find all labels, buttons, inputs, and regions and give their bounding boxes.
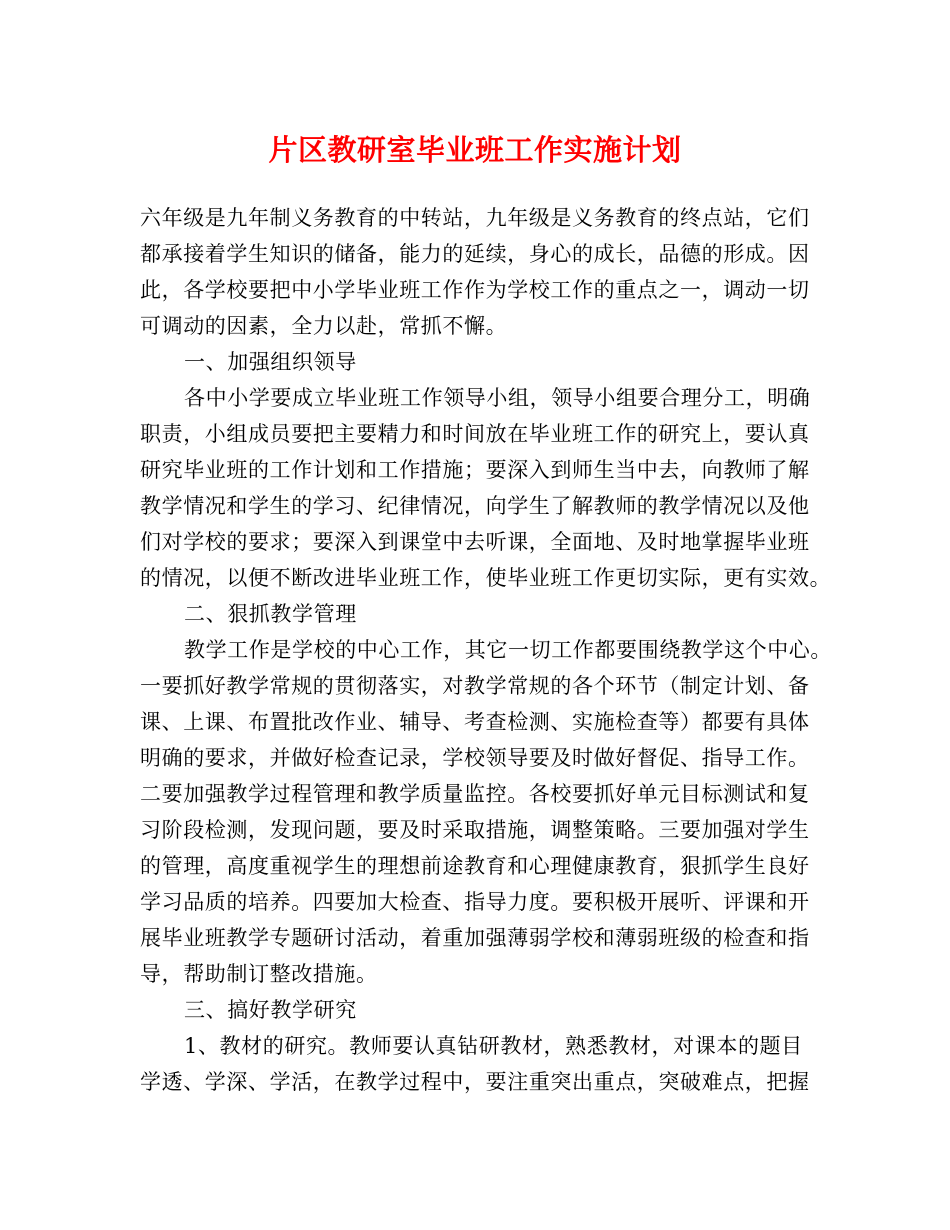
paragraph-line: 的管理，高度重视学生的理想前途教育和心理健康教育，狠抓学生良好 [140, 854, 810, 878]
paragraph-line: 一要抓好教学常规的贯彻落实，对教学常规的各个环节（制定计划、备 [140, 674, 810, 698]
paragraph-line: 可调动的因素，全力以赴，常抓不懈。 [140, 314, 508, 338]
paragraph-line: 的情况，以便不断改进毕业班工作，使毕业班工作更切实际，更有实效。 [140, 566, 832, 590]
paragraph-line: 六年级是九年制义务教育的中转站，九年级是义务教育的终点站，它们 [140, 206, 810, 230]
paragraph-line: 习阶段检测，发现问题，要及时采取措施，调整策略。三要加强对学生 [140, 818, 810, 842]
paragraph-line: 1、教材的研究。教师要认真钻研教材，熟悉教材，对课本的题目 [184, 1034, 803, 1058]
paragraph-line: 展毕业班教学专题研讨活动，着重加强薄弱学校和薄弱班级的检查和指 [140, 926, 810, 950]
document-title: 片区教研室毕业班工作实施计划 [268, 133, 682, 167]
paragraph-line: 学习品质的培养。四要加大检查、指导力度。要积极开展听、评课和开 [140, 890, 810, 914]
paragraph-line: 各中小学要成立毕业班工作领导小组，领导小组要合理分工，明确 [184, 386, 811, 410]
paragraph-line: 明确的要求，并做好检查记录，学校领导要及时做好督促、指导工作。 [140, 746, 810, 770]
paragraph-line: 教学工作是学校的中心工作，其它一切工作都要围绕教学这个中心。 [184, 638, 832, 662]
paragraph-line: 职责，小组成员要把主要精力和时间放在毕业班工作的研究上，要认真 [140, 422, 810, 446]
paragraph-line: 导，帮助制订整改措施。 [140, 962, 378, 986]
section-heading: 二、狠抓教学管理 [184, 602, 357, 626]
paragraph-line: 学透、学深、学活，在教学过程中，要注重突出重点，突破难点，把握 [140, 1070, 810, 1094]
paragraph-line: 教学情况和学生的学习、纪律情况，向学生了解教师的教学情况以及他 [140, 494, 810, 518]
section-heading: 一、加强组织领导 [184, 350, 357, 374]
paragraph-line: 们对学校的要求；要深入到课堂中去听课，全面地、及时地掌握毕业班 [140, 530, 810, 554]
paragraph-line: 都承接着学生知识的储备，能力的延续，身心的成长，品德的形成。因 [140, 242, 810, 266]
paragraph-line: 此，各学校要把中小学毕业班工作作为学校工作的重点之一，调动一切 [140, 278, 810, 302]
paragraph-line: 研究毕业班的工作计划和工作措施；要深入到师生当中去，向教师了解 [140, 458, 810, 482]
document-body [140, 200, 832, 1100]
section-heading: 三、搞好教学研究 [184, 998, 357, 1022]
paragraph-line: 二要加强教学过程管理和教学质量监控。各校要抓好单元目标测试和复 [140, 782, 810, 806]
paragraph-line: 课、上课、布置批改作业、辅导、考查检测、实施检查等）都要有具体 [140, 710, 810, 734]
